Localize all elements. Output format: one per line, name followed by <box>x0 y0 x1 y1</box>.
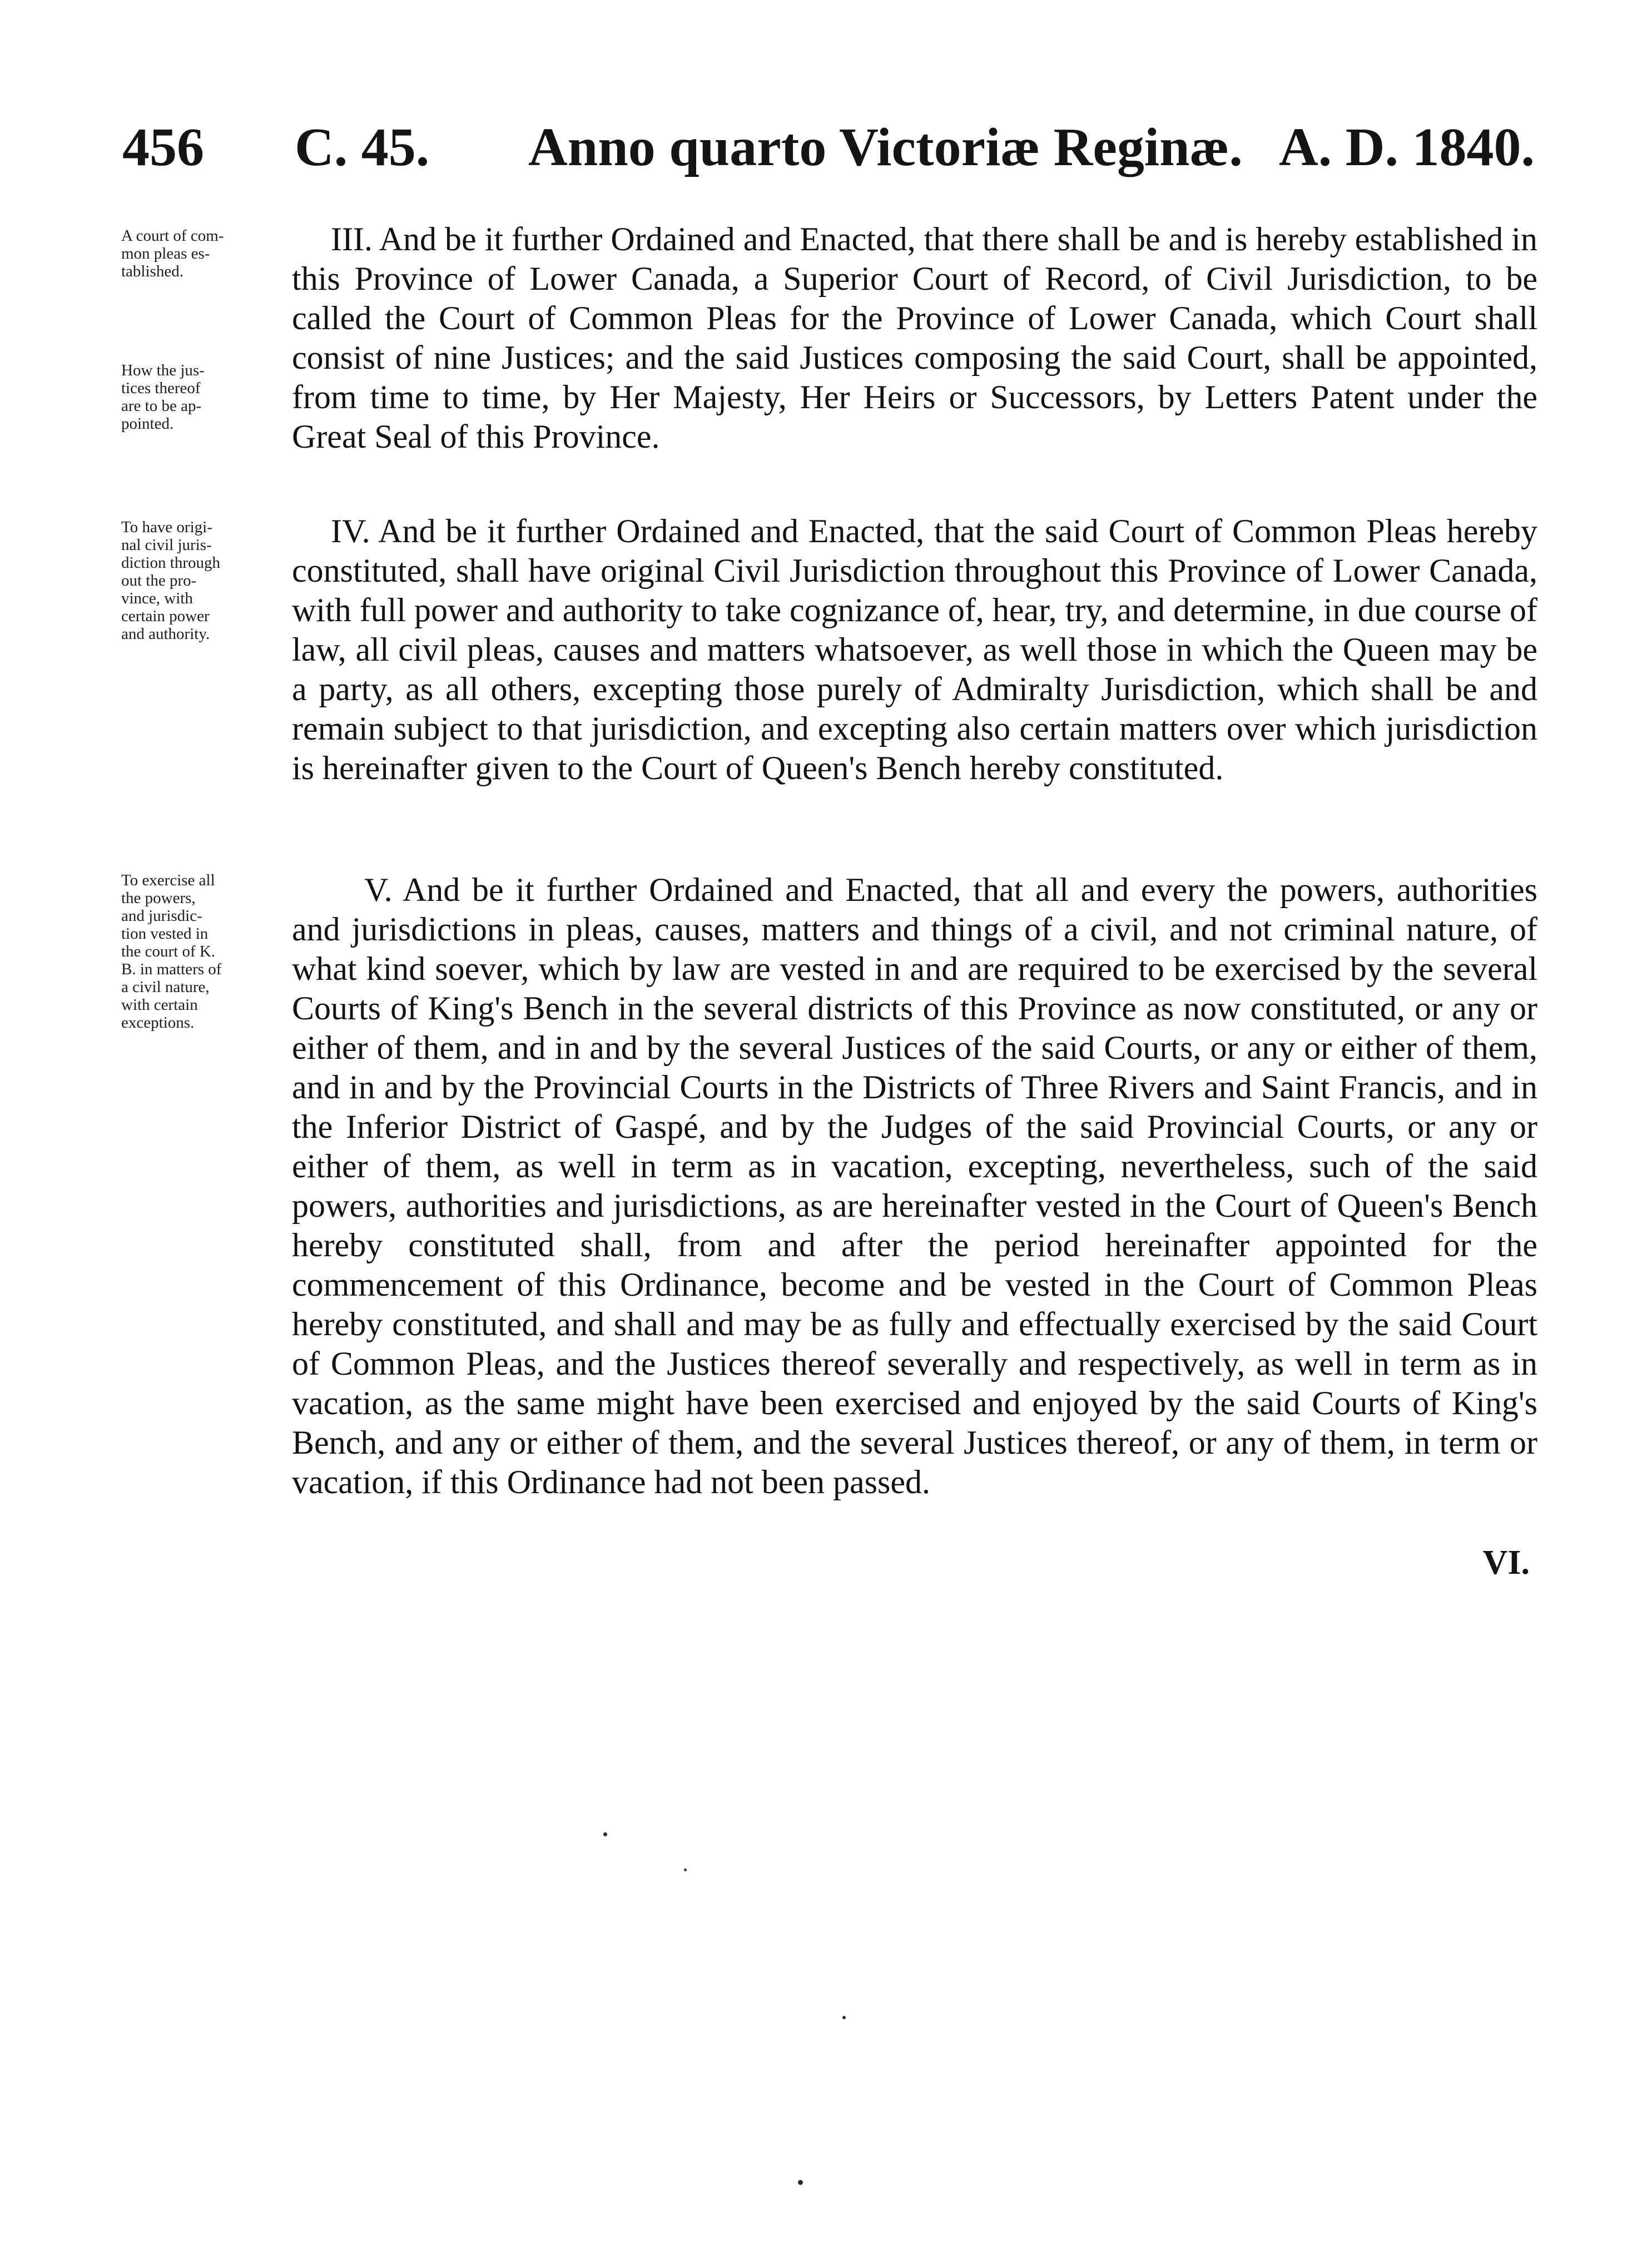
margin-note-court-established: A court of com- mon pleas es- tablished. <box>121 227 224 280</box>
scan-speck <box>798 2180 803 2185</box>
year-label: A. D. 1840. <box>1278 117 1535 177</box>
section-number: V. <box>364 871 393 908</box>
page-number: 456 <box>122 117 204 177</box>
scan-speck <box>684 1869 687 1871</box>
scan-speck <box>842 2016 846 2019</box>
running-title: Anno quarto Victoriæ Reginæ. <box>528 117 1243 177</box>
margin-note-exercise-powers: To exercise all the powers, and jurisdic- tion vested in the court of K. B. in matters of a civil nature, with certain exceptions. <box>121 871 222 1032</box>
scan-speck <box>603 1832 607 1836</box>
section-number: IV. <box>331 513 370 549</box>
section-iv <box>292 512 1537 788</box>
margin-note-original-jurisdiction: To have origi- nal civil juris- diction through out the pro- vince, with certain power and authority. <box>121 518 221 643</box>
section-v <box>292 870 1537 1502</box>
section-text: And be it further Ordained and Enacted, that there shall be and is hereby established in this Province of Lower Canada, a Superior Court of Record, of Civil Jurisdiction, to be called the Court of Common Pleas for the Province of Lower Canada, which Court shall consist of nine Justices; and the said Justices composing the said Court, shall be appointed, from time to time, by Her Majesty, Her Heirs or Successors, by Letters Patent under the Great Seal of this Province. <box>292 221 1537 455</box>
margin-note-justices-appointed: How the jus- tices thereof are to be ap- pointed. <box>121 361 205 433</box>
chapter-label: C. 45. <box>295 117 430 177</box>
catchword: VI. <box>1482 1544 1530 1582</box>
section-number: III. <box>331 221 373 257</box>
section-text: And be it further Ordained and Enacted, that all and every the powers, authorities and jurisdictions in pleas, causes, matters and things of a civil, and not criminal nature, of what kind soever, which by law are vested in and are required to be exercised by the several Courts of King's Bench in the several districts of this Province as now constituted, or any or either of them, and in and by the several Justices of the said Courts, or any or either of them, and in and by the Provincial Courts in the Districts of Three Rivers and Saint Francis, and in the Inferior District of Gaspé, and by the Judges of the said Provincial Courts, or any or either of them, as well in term as in vacation, excepting, nevertheless, such of the said powers, authorities and jurisdictions, as are hereinafter vested in the Court of Queen's Bench hereby constituted shall, from and after the period hereinafter appointed for the commencement of this Ordinance, become and be vested in the Court of Common Pleas hereby constituted, and shall and may be as fully and effectually exercised by the said Court of Common Pleas, and the Justices thereof severally and respectively, as well in term as in vacation, as the same might have been exercised and enjoyed by the said Courts of King's Bench, and any or either of them, and the several Justices thereof, or any of them, in term or vacation, if this Ordinance had not been passed. <box>292 871 1537 1500</box>
running-head <box>122 114 1535 181</box>
section-text: And be it further Ordained and Enacted, that the said Court of Common Pleas hereby constituted, shall have original Civil Jurisdiction throughout this Province of Lower Canada, with full power and authority to take cognizance of, hear, try, and determine, in due course of law, all civil pleas, causes and matters whatsoever, as well those in which the Queen may be a party, as all others, excepting those purely of Admiralty Jurisdiction, which shall be and remain subject to that jurisdiction, and excepting also certain matters over which jurisdiction is hereinafter given to the Court of Queen's Bench hereby constituted. <box>292 513 1537 786</box>
section-iii <box>292 220 1537 457</box>
